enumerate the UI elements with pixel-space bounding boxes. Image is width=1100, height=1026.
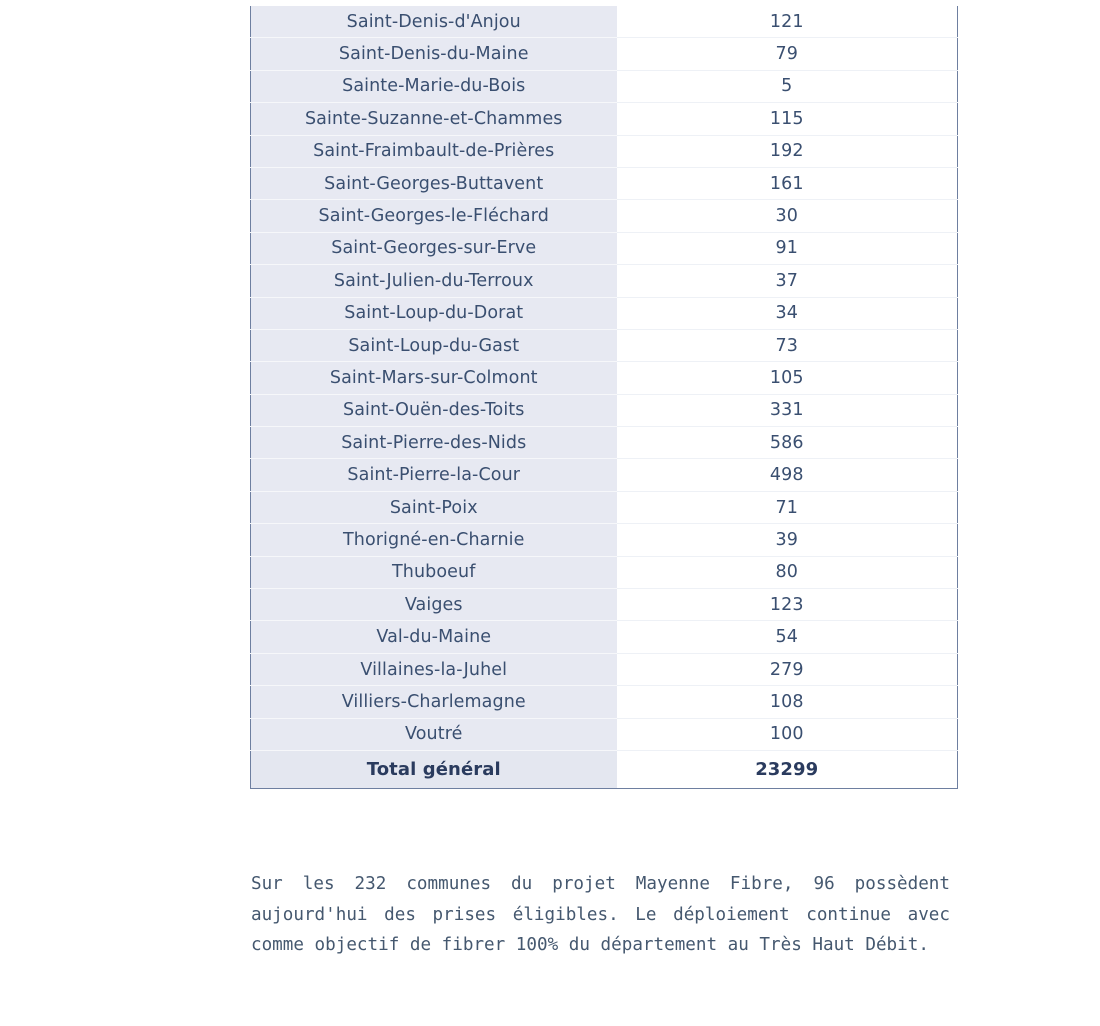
table-row xyxy=(251,6,958,38)
summary-paragraph: Sur les 232 communes du projet Mayenne Fibre, 96 possèdent aujourd'hui des prises éligibles. Le déploiement continue avec comme objectif de fibrer 100% du département au Très Haut Débit. xyxy=(251,874,950,955)
table-row xyxy=(251,38,958,70)
table-row xyxy=(251,686,958,718)
table-row xyxy=(251,362,958,394)
commune-count-cell: 331 xyxy=(617,394,958,426)
communes-table xyxy=(250,6,958,789)
commune-count-cell: 192 xyxy=(617,135,958,167)
commune-name-cell: Thuboeuf xyxy=(251,556,617,588)
commune-count-cell: 586 xyxy=(617,427,958,459)
total-row xyxy=(251,750,958,788)
commune-count-cell: 37 xyxy=(617,265,958,297)
commune-name-cell: Saint-Loup-du-Dorat xyxy=(251,297,617,329)
commune-count-cell: 123 xyxy=(617,589,958,621)
table-row xyxy=(251,718,958,750)
commune-count-cell: 54 xyxy=(617,621,958,653)
commune-count-cell: 71 xyxy=(617,491,958,523)
table-row xyxy=(251,427,958,459)
commune-count-cell: 105 xyxy=(617,362,958,394)
commune-name-cell: Vaiges xyxy=(251,589,617,621)
commune-name-cell: Saint-Pierre-la-Cour xyxy=(251,459,617,491)
table-row xyxy=(251,621,958,653)
commune-name-cell: Saint-Denis-du-Maine xyxy=(251,38,617,70)
table-row xyxy=(251,135,958,167)
commune-count-cell: 279 xyxy=(617,653,958,685)
table-row xyxy=(251,491,958,523)
commune-count-cell: 39 xyxy=(617,524,958,556)
commune-name-cell: Saint-Ouën-des-Toits xyxy=(251,394,617,426)
commune-count-cell: 5 xyxy=(617,70,958,102)
commune-name-cell: Saint-Georges-le-Fléchard xyxy=(251,200,617,232)
commune-count-cell: 80 xyxy=(617,556,958,588)
commune-name-cell: Saint-Mars-sur-Colmont xyxy=(251,362,617,394)
commune-name-cell: Sainte-Suzanne-et-Chammes xyxy=(251,103,617,135)
table-row xyxy=(251,329,958,361)
table-row xyxy=(251,459,958,491)
table-row xyxy=(251,556,958,588)
commune-name-cell: Saint-Denis-d'Anjou xyxy=(251,6,617,38)
commune-count-cell: 91 xyxy=(617,232,958,264)
commune-name-cell: Saint-Pierre-des-Nids xyxy=(251,427,617,459)
table-row xyxy=(251,265,958,297)
commune-name-cell: Val-du-Maine xyxy=(251,621,617,653)
commune-count-cell: 498 xyxy=(617,459,958,491)
commune-name-cell: Saint-Loup-du-Gast xyxy=(251,329,617,361)
commune-name-cell: Sainte-Marie-du-Bois xyxy=(251,70,617,102)
commune-count-cell: 79 xyxy=(617,38,958,70)
commune-name-cell: Saint-Julien-du-Terroux xyxy=(251,265,617,297)
commune-count-cell: 34 xyxy=(617,297,958,329)
commune-name-cell: Saint-Georges-sur-Erve xyxy=(251,232,617,264)
commune-name-cell: Villaines-la-Juhel xyxy=(251,653,617,685)
table-row xyxy=(251,200,958,232)
table-row xyxy=(251,589,958,621)
commune-count-cell: 115 xyxy=(617,103,958,135)
commune-count-cell: 30 xyxy=(617,200,958,232)
commune-name-cell: Saint-Poix xyxy=(251,491,617,523)
commune-count-cell: 100 xyxy=(617,718,958,750)
commune-name-cell: Villiers-Charlemagne xyxy=(251,686,617,718)
total-value-cell: 23299 xyxy=(617,750,958,788)
table-row xyxy=(251,653,958,685)
table-row xyxy=(251,297,958,329)
commune-count-cell: 121 xyxy=(617,6,958,38)
table-row xyxy=(251,70,958,102)
commune-count-cell: 161 xyxy=(617,167,958,199)
table-row xyxy=(251,232,958,264)
table-row xyxy=(251,524,958,556)
table-row xyxy=(251,103,958,135)
commune-count-cell: 108 xyxy=(617,686,958,718)
commune-count-cell: 73 xyxy=(617,329,958,361)
commune-name-cell: Saint-Georges-Buttavent xyxy=(251,167,617,199)
table-row xyxy=(251,394,958,426)
commune-name-cell: Thorigné-en-Charnie xyxy=(251,524,617,556)
communes-table-body xyxy=(251,6,958,788)
commune-name-cell: Voutré xyxy=(251,718,617,750)
communes-table-container xyxy=(250,6,957,789)
commune-name-cell: Saint-Fraimbault-de-Prières xyxy=(251,135,617,167)
total-label-cell: Total général xyxy=(251,750,617,788)
table-row xyxy=(251,167,958,199)
